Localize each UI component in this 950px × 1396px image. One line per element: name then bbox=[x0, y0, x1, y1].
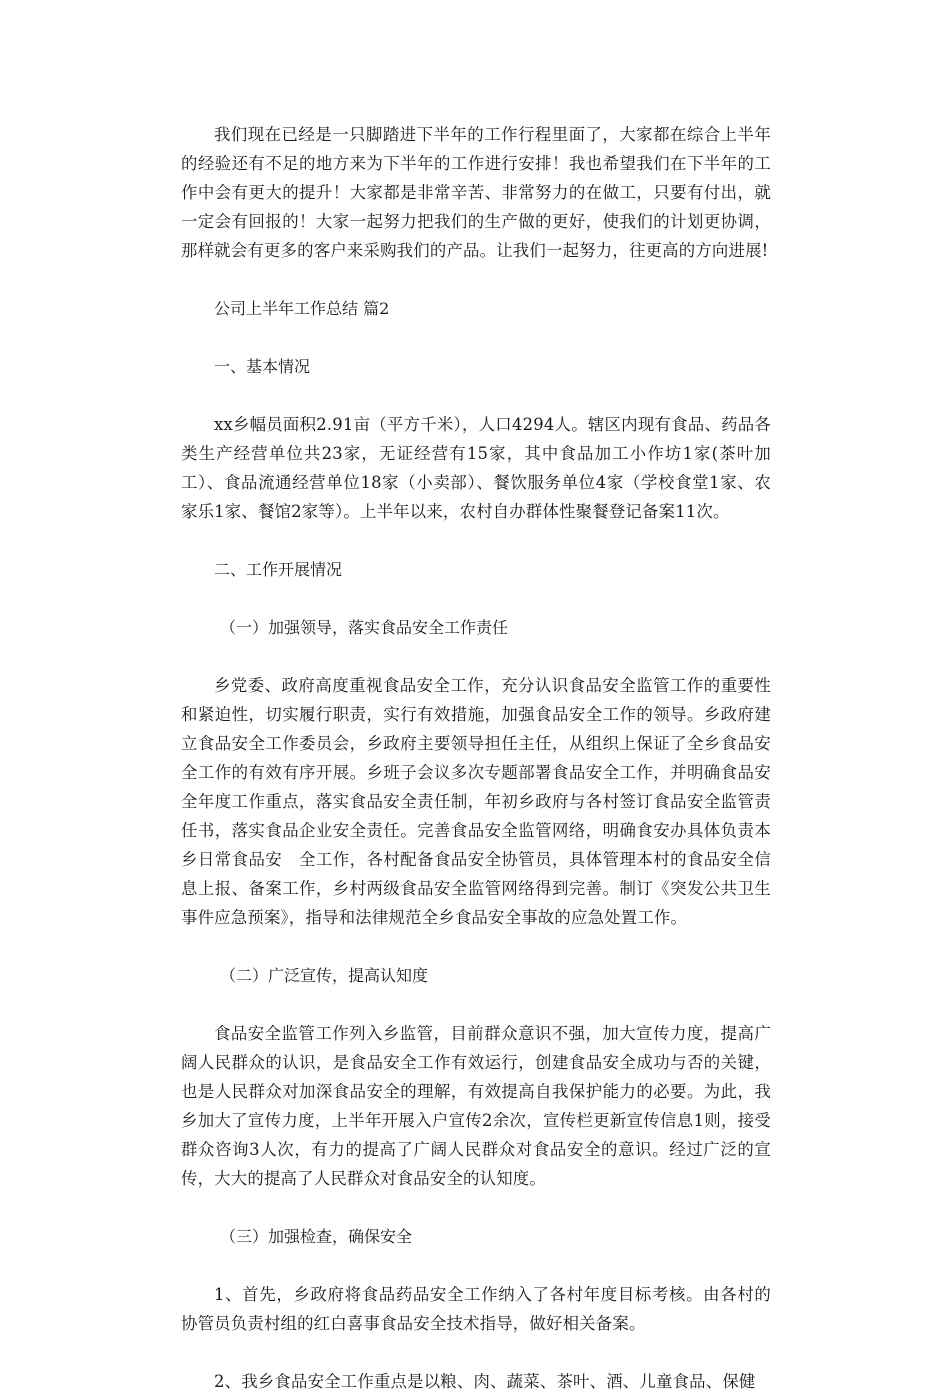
subsection-heading-publicity: （二）广泛宣传，提高认知度 bbox=[220, 966, 429, 985]
inspection-paragraph-1: 1、首先，乡政府将食品药品安全工作纳入了各村年度目标考核。由各村的协管员负责村组的红白喜事食品安全技术指导，做好相关备案。 bbox=[181, 1285, 771, 1333]
inspection-paragraph-2: 2、我乡食品安全工作重点是以粮、肉、蔬菜、茶叶、酒、儿童食品、保健 bbox=[214, 1372, 756, 1391]
basic-info-paragraph: xx乡幅员面积2.91亩（平方千米），人口4294人。辖区内现有食品、药品各类生产经营单位共23家，无证经营有15家，其中食品加工小作坊1家(茶叶加工）、食品流通经营单位18家（小卖部）、餐饮服务单位4家（学校食堂1家、农家乐1家、餐馆2家等）。上半年以来，农村自办群体性聚餐登记备案11次。 bbox=[181, 415, 771, 521]
spacer bbox=[181, 1338, 771, 1367]
spacer bbox=[181, 265, 771, 294]
intro-paragraph: 我们现在已经是一只脚踏进下半年的工作行程里面了，大家都在综合上半年的经验还有不足的地方来为下半年的工作进行安排！我也希望我们在下半年的工作中会有更大的提升！大家都是非常辛苦、非常努力的在做工，只要有付出，就一定会有回报的！大家一起努力把我们的生产做的更好，使我们的计划更协调，那样就会有更多的客户来采购我们的产品。让我们一起努力，往更高的方向进展! bbox=[181, 125, 771, 260]
spacer bbox=[181, 1251, 771, 1280]
spacer bbox=[181, 323, 771, 352]
section-heading-work: 二、工作开展情况 bbox=[214, 560, 343, 579]
publicity-paragraph: 食品安全监管工作列入乡监管，目前群众意识不强，加大宣传力度，提高广阔人民群众的认识，是食品安全工作有效运行，创建食品安全成功与否的关键，也是人民群众对加深食品安全的理解，有效提高自我保护能力的必要。为此，我乡加大了宣传力度，上半年开展入户宣传2余次，宣传栏更新宣传信息1则，接受群众咨询3人次，有力的提高了广阔人民群众对食品安全的意识。经过广泛的宣传，大大的提高了人民群众对食品安全的认知度。 bbox=[181, 1024, 771, 1188]
spacer bbox=[181, 584, 771, 613]
spacer bbox=[181, 1193, 771, 1222]
section-heading-basic: 一、基本情况 bbox=[214, 357, 311, 376]
spacer bbox=[181, 381, 771, 410]
subsection-heading-leadership: （一）加强领导，落实食品安全工作责任 bbox=[220, 618, 509, 637]
spacer bbox=[181, 642, 771, 671]
spacer bbox=[181, 990, 771, 1019]
spacer bbox=[181, 932, 771, 961]
document-page bbox=[181, 120, 771, 1396]
subsection-heading-inspection: （三）加强检查，确保安全 bbox=[220, 1227, 413, 1246]
leadership-paragraph: 乡党委、政府高度重视食品安全工作，充分认识食品安全监管工作的重要性和紧迫性，切实履行职责，实行有效措施，加强食品安全工作的领导。乡政府建立食品安全工作委员会，乡政府主要领导担任主任，从组织上保证了全乡食品安全工作的有效有序开展。乡班子会议多次专题部署食品安全工作，并明确食品安全年度工作重点，落实食品安全责任制，年初乡政府与各村签订食品安全监管责任书，落实食品企业安全责任。完善食品安全监管网络，明确食安办具体负责本乡日常食品安 全工作，各村配备食品安全协管员，具体管理本村的食品安全信息上报、备案工作，乡村两级食品安全监管网络得到完善。制订《突发公共卫生事件应急预案》，指导和法律规范全乡食品安全事故的应急处置工作。 bbox=[181, 676, 771, 927]
article-title: 公司上半年工作总结 篇2 bbox=[214, 299, 390, 318]
spacer bbox=[181, 526, 771, 555]
